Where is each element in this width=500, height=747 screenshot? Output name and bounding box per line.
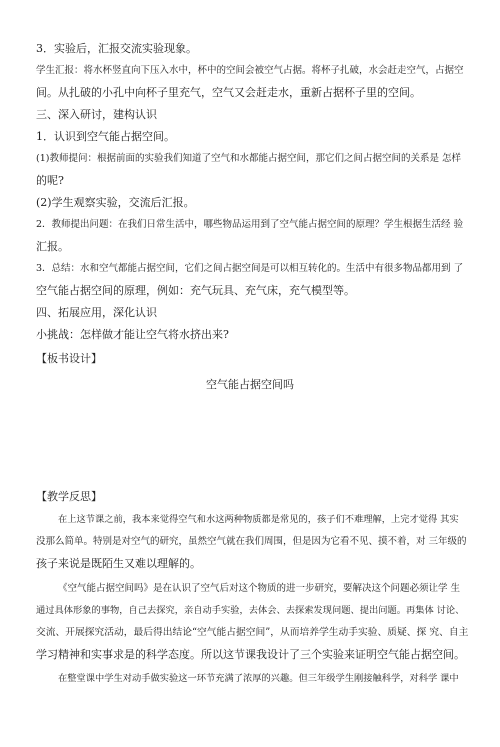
student-observe-line: (2)学生观察实验，交流后汇报。 [36,196,195,209]
section-4-heading: 四、拓展应用，深化认识 [36,306,157,319]
point-1-heading: 1．认识到空气能占据空间。 [36,130,175,143]
reflection-p2-line-4: 学习精神和实事求是的科学态度。所以这节课我设计了三个实验来证明空气能占据空间。 [36,648,465,661]
point-3-line-1: 3．总结：水和空气都能占据空间，它们之间占据空间是可以相互转化的。生活中有很多物品都用到 了 [36,263,464,274]
reflection-p1-line-1: 在上这节课之前，我本来觉得空气和水这两种物质都是常见的，孩子们不难理解，上完才觉得 其实 [58,514,459,525]
board-title: 空气能占据空间吗 [206,378,294,391]
teacher-question-line-2: 的呢? [36,174,64,187]
point-2-line-1: 2．教师提出问题：在我们日常生活中，哪些物品运用到了空气能占据空间的原理？学生根据生活经 验 [36,219,464,230]
student-report-line-1: 学生汇报：将水杯竖直向下压入水中，杯中的空间会被空气占据。将杯子扎破，水会赶走空气，占据空 [36,65,464,76]
teacher-question-line-1: (1)教师提问：根据前面的实验我们知道了空气和水都能占据空间，那它们之间占据空间的关系是 怎样 [36,153,461,164]
reflection-p1-line-2: 没那么简单。特别是对空气的研究，虽然空气就在我们周围，但是因为它看不见、摸不着，对 三年级的 [36,536,467,547]
reflection-heading: 【教学反思】 [36,490,102,503]
reflection-p2-line-2: 通过具体形象的事物，自己去探究，亲自动手实验，去体会、去探索发现问题、提出问题。再集体 讨论、 [36,605,465,616]
point-3-line-2: 空气能占据空间的原理，例如：充气玩具、充气床，充气模型等。 [36,284,355,297]
board-design-heading: 【板书设计】 [36,352,102,365]
challenge-line: 小挑战：怎样做才能让空气将水挤出来? [36,328,229,341]
reflection-p3-line-1: 在整堂课中学生对动手做实验这一环节充满了浓厚的兴趣。但三年级学生刚接触科学，对科学 课中 [58,673,459,684]
reflection-p1-line-3: 孩子来说是既陌生又难以理解的。 [36,557,201,570]
reflection-p2-line-3: 交流、开展探究活动，最后得出结论“空气能占据空间”，从而培养学生动手实验、质疑、探 究、自主 [36,627,469,638]
section-3-heading: 三、深入研讨，建构认识 [36,108,157,121]
step-3-heading: 3．实验后，汇报交流实验现象。 [36,42,197,55]
point-2-line-2: 汇报。 [36,240,69,253]
reflection-p2-line-1: 《空气能占据空间吗》是在认识了空气后对这个物质的进一步研究，要解决这个问题必须让学 生 [58,583,461,594]
student-report-line-2: 间。从扎破的小孔中向杯子里充气，空气又会赶走水，重新占据杯子里的空间。 [36,86,421,99]
